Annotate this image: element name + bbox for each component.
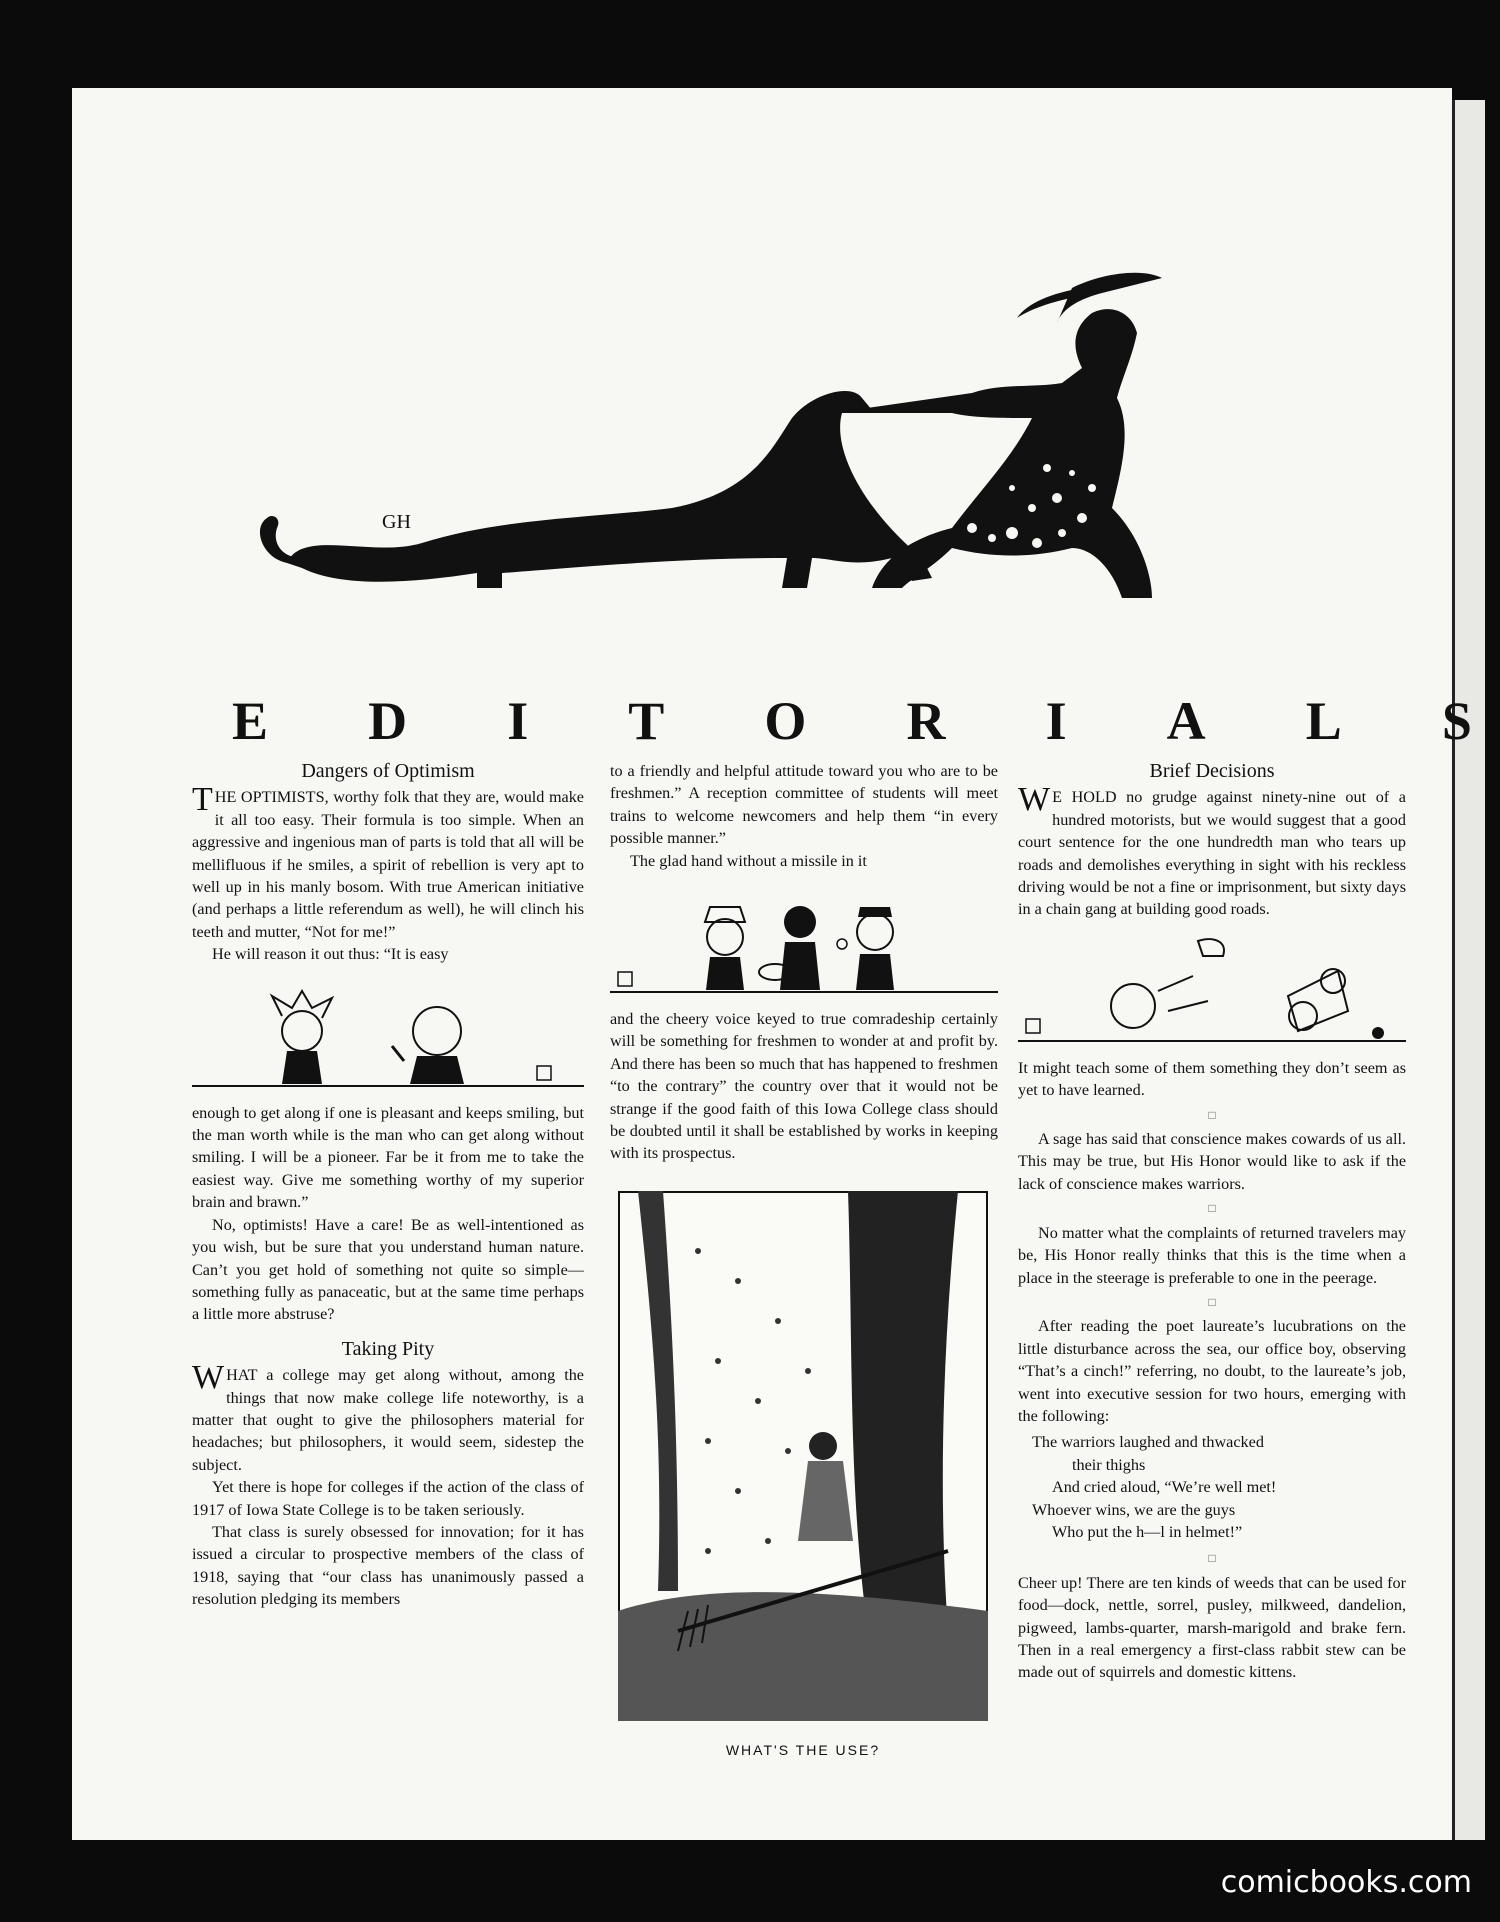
heading-dangers-of-optimism: Dangers of Optimism [301, 760, 475, 782]
drop-cap: W [192, 1359, 225, 1397]
paragraph-text: E HOLD no grudge against ninety-nine out of a hundred motorists, but we would suggest that a good court sentence for the one hundredth man who tears up roads and demolishes everything in sight with his reckless driving would be not a fine or imprisonment, but sixty days in a chain gang at building good roads. [1018, 788, 1406, 919]
paragraph: He will reason it out thus: “It is easy [212, 945, 449, 964]
title-letter: I [507, 691, 529, 751]
paragraph: and the cheery voice keyed to true comradeship certainly will be something for freshmen to wonder at and profit by. And there has been so much that has happened to freshmen “to the contrary” the country over that it would not be strange if the good faith of this Iowa College class should be doubted until it shall be established by works in keeping with its prospectus. [610, 1010, 998, 1163]
magazine-page [72, 88, 1472, 1840]
section-separator: □ [1208, 1107, 1216, 1122]
site-watermark: comicbooks.com [1220, 1865, 1472, 1900]
paragraph: enough to get along if one is pleasant and keeps smiling, but the man worth while is the man who can get along without smiling. I will be a pioneer. Far be it from me to take the easiest way. Give me something worthy of my superior brain and brawn.” [192, 1103, 584, 1212]
title-letter: E [232, 691, 269, 751]
column-middle [610, 760, 998, 1759]
cartoon-motorist-crash [1018, 931, 1406, 1051]
poem-line: Whoever wins, we are the guys [1032, 1500, 1236, 1519]
paragraph: Yet there is hope for colleges if the action of the class of 1917 of Iowa State College is to be taken seriously. [192, 1478, 584, 1519]
paragraph: That class is surely obsessed for innovation; for it has issued a circular to prospective members of the class of 1918, saying that “our class has unanimously passed a resolution pledging its members [192, 1522, 584, 1609]
paragraph [192, 1359, 584, 1476]
paragraph [1018, 781, 1406, 920]
cartoon-three-boys [610, 882, 998, 1002]
poem-line: And cried aloud, “We’re well met! [1052, 1478, 1277, 1497]
column-left [192, 760, 584, 1611]
poem-line: Who put the h—l in helmet!” [1052, 1522, 1243, 1541]
drop-cap: W [1018, 781, 1051, 819]
heading-brief-decisions: Brief Decisions [1149, 760, 1275, 782]
paragraph: It might teach some of them something they don’t seem as yet to have learned. [1018, 1058, 1406, 1100]
paragraph: A sage has said that conscience makes cowards of us all. This may be true, but His Honor would like to ask if the lack of conscience makes warriors. [1018, 1130, 1406, 1193]
title-letter: S [1441, 691, 1472, 751]
cartoon-jester-and-man [192, 976, 584, 1096]
title-letter: L [1305, 691, 1342, 751]
paragraph-text: HAT a college may get along without, among the things that now make college life noteworthy, is a matter that ought to give the philosophers material for headaches; but philosophers, it would seem, sidestep the subject. [192, 1366, 584, 1474]
title-letter: A [1166, 691, 1206, 751]
paragraph: No matter what the complaints of returned travelers may be, His Honor really thinks that this is the time when a place in the steerage is preferable to one in the peerage. [1018, 1223, 1406, 1287]
title-letter: T [628, 691, 665, 751]
illustration-boy-under-tree [618, 1191, 988, 1759]
poem-line: their thighs [1072, 1455, 1146, 1474]
paragraph [192, 781, 584, 943]
paragraph: Cheer up! There are ten kinds of weeds that can be used for food—dock, nettle, sorrel, pusley, milkweed, dandelion, pigweed, lambs-quarter, marsh-marigold and brake fern. Then in a real emergency a first-class rabbit stew can be made out of squirrels and domestic kittens. [1018, 1573, 1406, 1682]
poem [1032, 1431, 1406, 1543]
illustration-caption: WHAT'S THE USE? [725, 1742, 881, 1759]
paragraph: The glad hand without a missile in it [630, 851, 867, 870]
editorials-title [232, 690, 1472, 752]
section-separator: □ [1208, 1201, 1216, 1216]
paragraph: to a friendly and helpful attitude toward you who are to be freshmen.” A reception committee of students will meet trains to welcome newcomers and help them “in every possible manner.” [610, 762, 998, 848]
poem-line: The warriors laughed and thwacked [1032, 1433, 1264, 1452]
title-letter: D [368, 691, 408, 751]
drop-cap: T [192, 781, 213, 819]
title-letter: R [906, 691, 946, 751]
paragraph-text: HE OPTIMISTS, worthy folk that they are, would make it all too easy. Their formula is too simple. When an aggressive and ingenious man of parts is told that all will be mellifluous if he smiles, a spirit of rebellion is very apt to well up in his manly bosom. With true American initiative (and perhaps a little referendum as well), he will clinch his teeth and mutter, “Not for me!” [192, 788, 584, 941]
dancer-and-lizard-drawing [72, 88, 1452, 708]
heading-taking-pity: Taking Pity [341, 1337, 435, 1360]
artist-monogram: GH [382, 511, 411, 533]
title-letter: O [764, 691, 807, 751]
section-separator: □ [1208, 1551, 1216, 1566]
section-separator: □ [1208, 1294, 1216, 1309]
title-letter: I [1045, 691, 1067, 751]
paragraph: No, optimists! Have a care! Be as well-intentioned as you wish, but be sure that you understand human nature. Can’t you get hold of something not quite so simple—something fully as panaceatic, but at the same time perhaps a little more abstruse? [192, 1215, 584, 1324]
adjacent-page-edge [1452, 100, 1485, 1840]
paragraph: After reading the poet laureate’s lucubrations on the little disturbance across the sea, our office boy, observing “That’s a cinch!” referring, no doubt, to the laureate’s job, went into executive session for two hours, emerging with the following: [1018, 1317, 1406, 1425]
header-illustration [72, 88, 1452, 708]
column-right [1018, 760, 1406, 1684]
